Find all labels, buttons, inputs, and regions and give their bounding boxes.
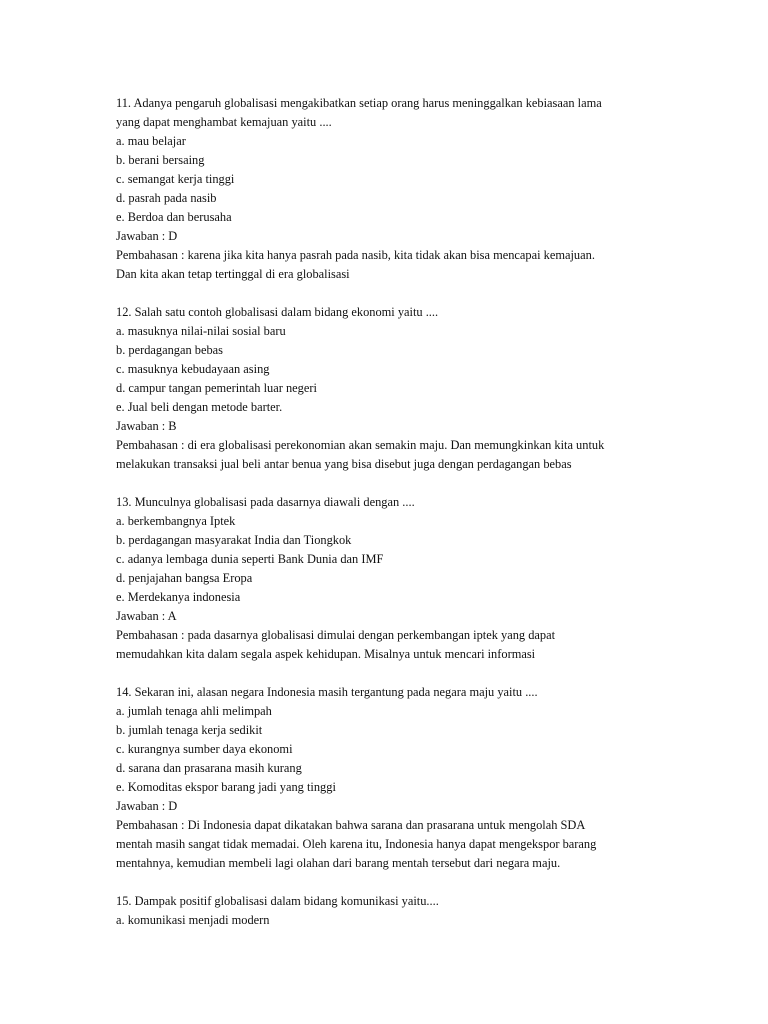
explanation-line: Pembahasan : pada dasarnya globalisasi dimulai dengan perkembangan iptek yang dapat xyxy=(116,628,556,642)
question-stem-line: 14. Sekaran ini, alasan negara Indonesia masih tergantung pada negara maju yaitu .... xyxy=(116,685,538,699)
answer-option: d. campur tangan pemerintah luar negeri xyxy=(116,381,317,395)
answer-option: b. perdagangan masyarakat India dan Tiongkok xyxy=(116,533,352,547)
answer-option: c. adanya lembaga dunia seperti Bank Dunia dan IMF xyxy=(116,552,384,566)
answer-option: e. Komoditas ekspor barang jadi yang tinggi xyxy=(116,780,336,794)
answer-key: Jawaban : D xyxy=(116,799,178,813)
answer-option: b. perdagangan bebas xyxy=(116,343,223,357)
explanation-line: Pembahasan : di era globalisasi perekonomian akan semakin maju. Dan memungkinkan kita untuk xyxy=(116,438,605,452)
answer-option: a. komunikasi menjadi modern xyxy=(116,913,270,927)
question-stem-line: 12. Salah satu contoh globalisasi dalam bidang ekonomi yaitu .... xyxy=(116,305,439,319)
explanation-line: Pembahasan : Di Indonesia dapat dikatakan bahwa sarana dan prasarana untuk mengolah SDA xyxy=(116,818,586,832)
answer-key: Jawaban : A xyxy=(116,609,177,623)
question-11 xyxy=(116,94,656,284)
question-stem-line: 15. Dampak positif globalisasi dalam bidang komunikasi yaitu.... xyxy=(116,894,439,908)
answer-option: d. pasrah pada nasib xyxy=(116,191,217,205)
answer-option: c. kurangnya sumber daya ekonomi xyxy=(116,742,293,756)
answer-option: e. Merdekanya indonesia xyxy=(116,590,241,604)
answer-option: b. jumlah tenaga kerja sedikit xyxy=(116,723,263,737)
document-page xyxy=(116,94,656,949)
answer-key: Jawaban : B xyxy=(116,419,177,433)
answer-option: d. penjajahan bangsa Eropa xyxy=(116,571,253,585)
answer-option: a. mau belajar xyxy=(116,134,186,148)
answer-option: e. Berdoa dan berusaha xyxy=(116,210,232,224)
explanation-line: Pembahasan : karena jika kita hanya pasrah pada nasib, kita tidak akan bisa mencapai kemajuan. xyxy=(116,248,595,262)
answer-option: c. masuknya kebudayaan asing xyxy=(116,362,270,376)
question-12 xyxy=(116,303,656,474)
explanation-line: mentah masih sangat tidak memadai. Oleh karena itu, Indonesia hanya dapat mengekspor barang xyxy=(116,837,597,851)
question-15 xyxy=(116,892,656,930)
question-stem-line: 11. Adanya pengaruh globalisasi mengakibatkan setiap orang harus meninggalkan kebiasaan lama xyxy=(116,96,602,110)
explanation-line: memudahkan kita dalam segala aspek kehidupan. Misalnya untuk mencari informasi xyxy=(116,647,536,661)
question-stem-line: yang dapat menghambat kemajuan yaitu .... xyxy=(116,115,332,129)
answer-option: a. jumlah tenaga ahli melimpah xyxy=(116,704,272,718)
answer-option: c. semangat kerja tinggi xyxy=(116,172,235,186)
answer-option: a. berkembangnya Iptek xyxy=(116,514,236,528)
answer-option: e. Jual beli dengan metode barter. xyxy=(116,400,283,414)
question-13 xyxy=(116,493,656,664)
explanation-line: Dan kita akan tetap tertinggal di era globalisasi xyxy=(116,267,350,281)
question-14 xyxy=(116,683,656,873)
explanation-line: melakukan transaksi jual beli antar benua yang bisa disebut juga dengan perdagangan bebas xyxy=(116,457,572,471)
question-stem-line: 13. Munculnya globalisasi pada dasarnya diawali dengan .... xyxy=(116,495,415,509)
answer-option: b. berani bersaing xyxy=(116,153,205,167)
answer-option: a. masuknya nilai-nilai sosial baru xyxy=(116,324,286,338)
explanation-line: mentahnya, kemudian membeli lagi olahan dari barang mentah tersebut dari negara maju. xyxy=(116,856,561,870)
answer-option: d. sarana dan prasarana masih kurang xyxy=(116,761,302,775)
answer-key: Jawaban : D xyxy=(116,229,178,243)
